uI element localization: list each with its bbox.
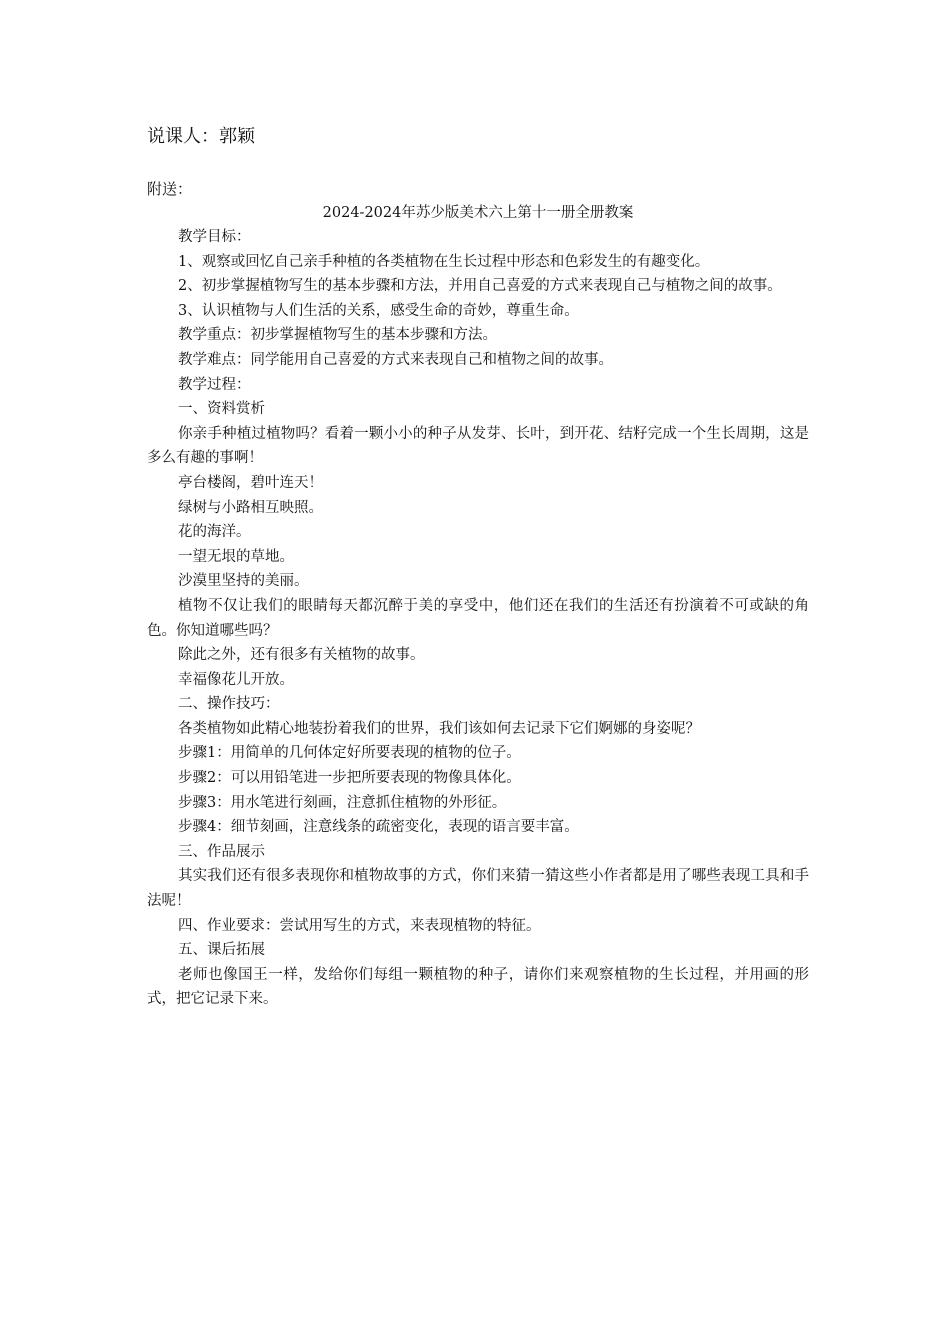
document-title: 2024-2024年苏少版美术六上第十一册全册教案: [322, 205, 634, 221]
step-item: 步骤2：可以用铅笔进一步把所要表现的物像具体化。: [178, 770, 521, 787]
section-heading: 二、操作技巧：: [178, 696, 280, 713]
body-paragraph: 花的海洋。: [178, 524, 251, 541]
section-heading: 五、课后拓展: [178, 942, 265, 959]
body-paragraph: 沙漠里坚持的美丽。: [178, 573, 309, 590]
speaker-line: 说课人：郭颖: [147, 126, 255, 147]
body-paragraph: 其实我们还有很多表现你和植物故事的方式，你们来猜一猜这些小作者都是用了哪些表现工具和手法呢！: [147, 868, 809, 910]
section-heading: 一、资料赏析: [178, 401, 265, 418]
appendix-label: 附送：: [147, 180, 193, 198]
objective-item: 1、观察或回忆自己亲手种植的各类植物在生长过程中形态和色彩发生的有趣变化。: [178, 253, 710, 270]
lesson-plan-body: [147, 225, 809, 1012]
step-item: 步骤3：用水笔进行刻画，注意抓住植物的外形征。: [178, 794, 507, 811]
step-item: 步骤1：用简单的几何体定好所要表现的植物的位子。: [178, 745, 521, 762]
body-paragraph: 绿树与小路相互映照。: [178, 499, 323, 516]
section-heading: 四、作业要求：尝试用写生的方式，来表现植物的特征。: [178, 917, 541, 934]
step-item: 步骤4：细节刻画，注意线条的疏密变化，表现的语言要丰富。: [178, 819, 579, 836]
body-paragraph: 幸福像花儿开放。: [178, 671, 294, 688]
objective-item: 2、初步掌握植物写生的基本步骤和方法，并用自己喜爱的方式来表现自己与植物之间的故事。: [178, 278, 782, 295]
section-heading: 教学目标：: [178, 229, 251, 245]
objective-item: 3、认识植物与人们生活的关系，感受生命的奇妙，尊重生命。: [178, 302, 579, 319]
key-point: 教学重点：初步掌握植物写生的基本步骤和方法。: [178, 327, 497, 344]
body-paragraph: 你亲手种植过植物吗？看着一颗小小的种子从发芽、长叶，到开花、结籽完成一个生长周期，这是多么有趣的事啊！: [147, 425, 809, 467]
body-paragraph: 亭台楼阁，碧叶连天！: [178, 474, 323, 491]
body-paragraph: 各类植物如此精心地装扮着我们的世界，我们该如何去记录下它们婀娜的身姿呢？: [178, 720, 700, 737]
section-heading: 三、作品展示: [178, 843, 265, 860]
body-paragraph: 一望无垠的草地。: [178, 548, 294, 565]
body-paragraph: 植物不仅让我们的眼睛每天都沉醉于美的享受中，他们还在我们的生活还有扮演着不可或缺的角色。你知道哪些吗？: [147, 597, 809, 639]
difficult-point: 教学难点：同学能用自己喜爱的方式来表现自己和植物之间的故事。: [178, 351, 613, 368]
section-heading: 教学过程：: [178, 376, 251, 393]
body-paragraph: 除此之外，还有很多有关植物的故事。: [178, 647, 425, 664]
body-paragraph: 老师也像国王一样，发给你们每组一颗植物的种子，请你们来观察植物的生长过程，并用画的形式，把它记录下来。: [147, 966, 809, 1008]
